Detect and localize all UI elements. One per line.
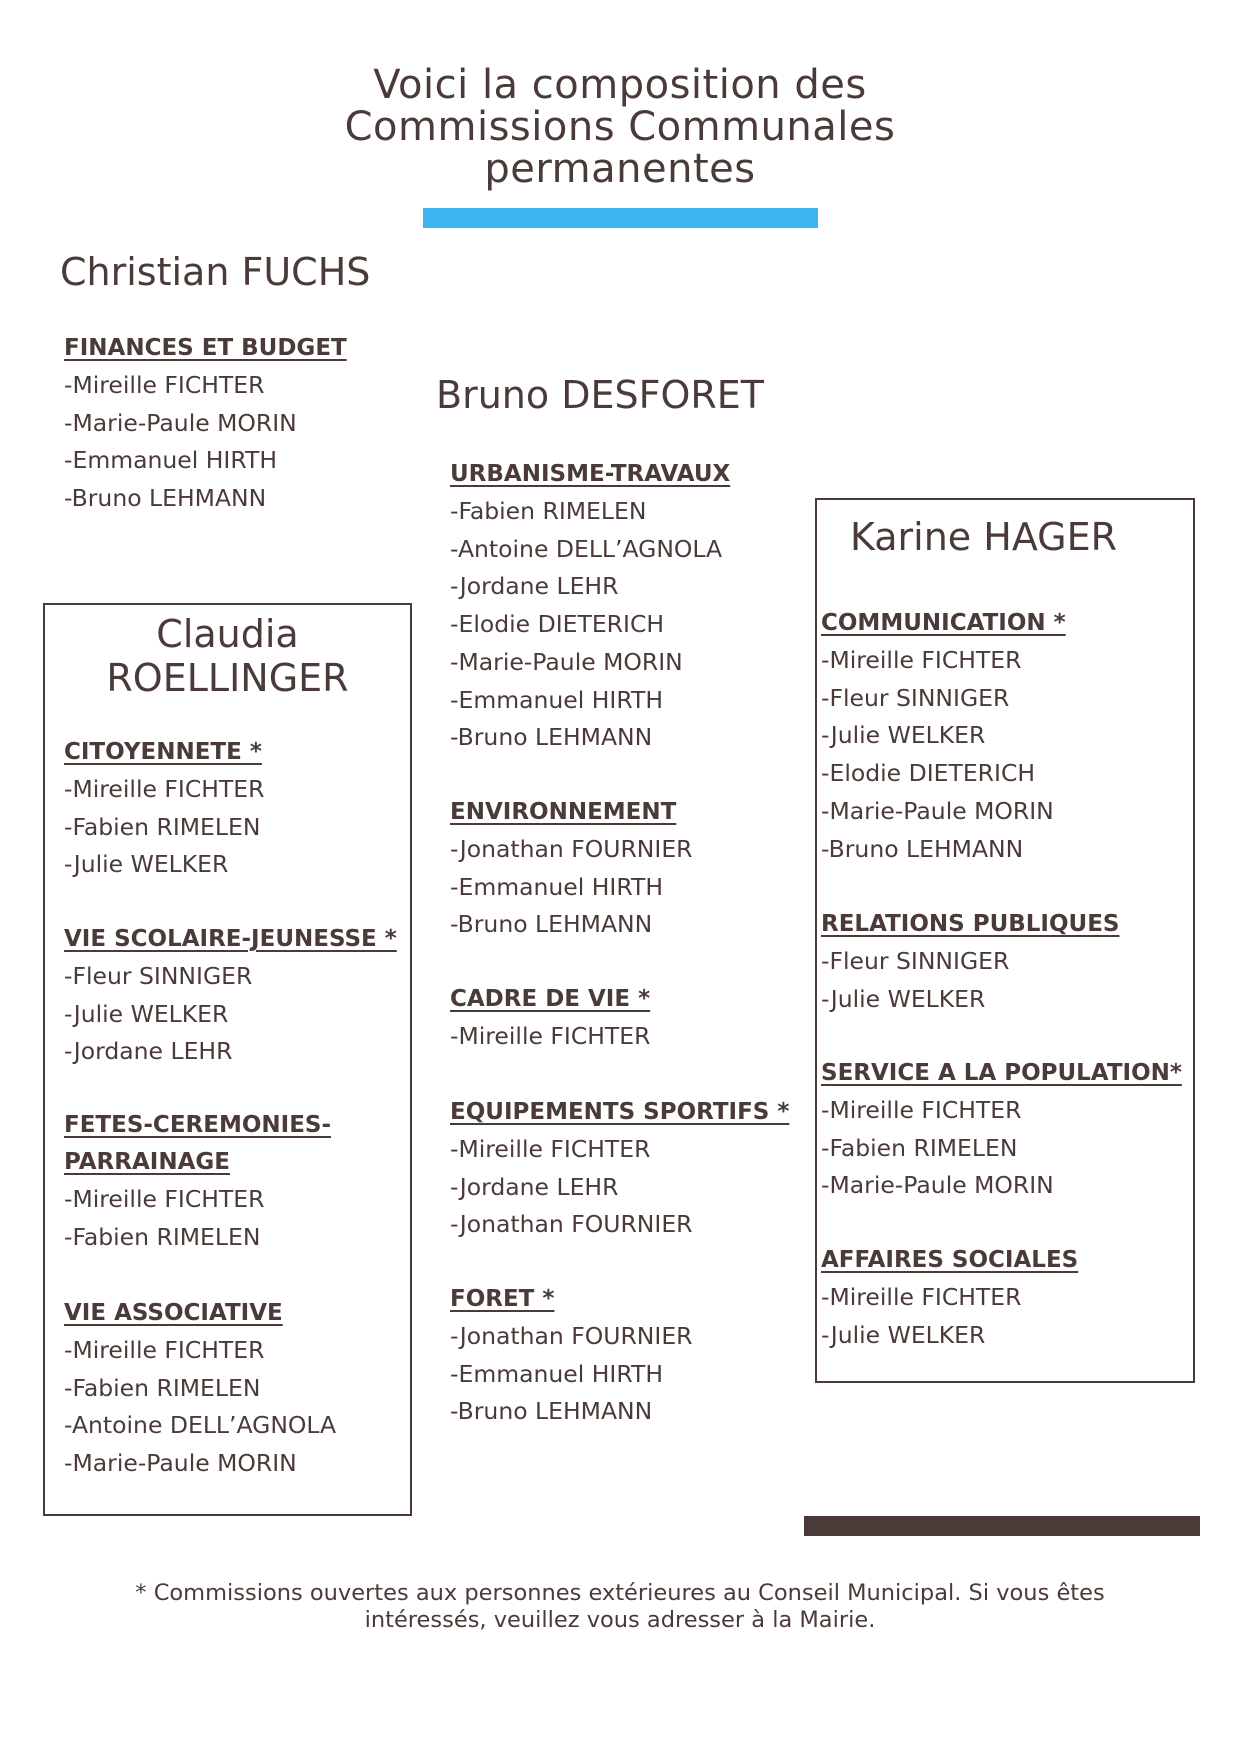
member: -Fleur SINNIGER bbox=[821, 947, 1010, 975]
member: -Fabien RIMELEN bbox=[64, 812, 261, 841]
person-bruno-desforet: Bruno DESFORET bbox=[436, 373, 764, 417]
member: -Antoine DELL’AGNOLA bbox=[450, 534, 723, 563]
page-title bbox=[300, 64, 940, 190]
commission-finances bbox=[64, 330, 347, 518]
commission-affaires-sociales bbox=[821, 1242, 1078, 1354]
commission-title: SERVICE A LA POPULATION* bbox=[821, 1060, 1182, 1086]
commission-environnement bbox=[450, 794, 693, 944]
commission-title: FINANCES ET BUDGET bbox=[64, 335, 347, 361]
member: -Mireille FICHTER bbox=[64, 775, 265, 803]
commission-title-line-2: PARRAINAGE bbox=[64, 1149, 230, 1175]
member: -Emmanuel HIRTH bbox=[64, 446, 278, 475]
member: -Mireille FICHTER bbox=[450, 1135, 651, 1163]
commission-relations-publiques bbox=[821, 906, 1120, 1018]
footnote bbox=[80, 1580, 1160, 1634]
commission-equipements bbox=[450, 1094, 789, 1244]
member: -Emmanuel HIRTH bbox=[450, 685, 664, 714]
page-title-line-1: Voici la composition des bbox=[373, 62, 867, 108]
member: -Jordane LEHR bbox=[64, 1037, 233, 1066]
member: -Jonathan FOURNIER bbox=[450, 1322, 693, 1350]
commission-foret bbox=[450, 1281, 693, 1431]
person-christian-fuchs: Christian FUCHS bbox=[60, 250, 371, 294]
commission-vie-scolaire bbox=[64, 921, 397, 1071]
commission-title: AFFAIRES SOCIALES bbox=[821, 1247, 1079, 1273]
page-title-line-2: Commissions Communales bbox=[344, 104, 896, 150]
member: -Marie-Paule MORIN bbox=[821, 796, 1054, 825]
commission-title: FORET * bbox=[450, 1286, 555, 1312]
commission-cadre-de-vie bbox=[450, 981, 650, 1056]
person-karine-hager: Karine HAGER bbox=[850, 515, 1118, 559]
commission-citoyennete bbox=[64, 734, 264, 884]
member: -Marie-Paule MORIN bbox=[64, 1449, 297, 1478]
member: -Julie WELKER bbox=[821, 721, 986, 750]
footnote-line-1: * Commissions ouvertes aux personnes extérieures au Conseil Municipal. Si vous êtes bbox=[135, 1580, 1105, 1606]
commission-fetes bbox=[64, 1107, 331, 1256]
title-underline-bar bbox=[423, 208, 818, 228]
commission-title: EQUIPEMENTS SPORTIFS * bbox=[450, 1099, 790, 1125]
member: -Julie WELKER bbox=[64, 999, 229, 1028]
member: -Bruno LEHMANN bbox=[450, 910, 653, 939]
member: -Jonathan FOURNIER bbox=[450, 1210, 693, 1239]
member: -Jonathan FOURNIER bbox=[450, 835, 693, 863]
member: -Fabien RIMELEN bbox=[64, 1373, 261, 1402]
commission-title: VIE ASSOCIATIVE bbox=[64, 1300, 283, 1326]
member: -Julie WELKER bbox=[64, 850, 229, 879]
commission-communication bbox=[821, 605, 1066, 868]
member: -Fleur SINNIGER bbox=[821, 683, 1010, 712]
commission-title: VIE SCOLAIRE-JEUNESSE * bbox=[64, 926, 397, 952]
commission-title: CITOYENNETE * bbox=[64, 739, 262, 765]
member: -Julie WELKER bbox=[821, 984, 986, 1013]
person-last-name: ROELLINGER bbox=[106, 656, 349, 700]
member: -Julie WELKER bbox=[821, 1320, 986, 1349]
member: -Fabien RIMELEN bbox=[64, 1222, 261, 1251]
member: -Elodie DIETERICH bbox=[450, 610, 665, 639]
commission-urbanisme bbox=[450, 456, 730, 757]
commission-service-population bbox=[821, 1055, 1182, 1205]
member: -Fabien RIMELEN bbox=[821, 1133, 1018, 1162]
member: -Mireille FICHTER bbox=[450, 1022, 651, 1050]
decorative-bar bbox=[804, 1516, 1200, 1536]
page-title-line-3: permanentes bbox=[484, 146, 756, 192]
member: -Mireille FICHTER bbox=[821, 1283, 1022, 1311]
commission-vie-associative bbox=[64, 1295, 336, 1483]
member: -Marie-Paule MORIN bbox=[821, 1171, 1054, 1200]
commission-title: CADRE DE VIE * bbox=[450, 986, 651, 1012]
member: -Mireille FICHTER bbox=[64, 371, 265, 399]
member: -Bruno LEHMANN bbox=[821, 834, 1024, 863]
commission-title: URBANISME-TRAVAUX bbox=[450, 461, 731, 487]
footnote-line-2: intéressés, veuillez vous adresser à la Mairie. bbox=[364, 1607, 876, 1633]
member: -Marie-Paule MORIN bbox=[64, 408, 297, 437]
member: -Mireille FICHTER bbox=[821, 1096, 1022, 1124]
commission-title: RELATIONS PUBLIQUES bbox=[821, 911, 1120, 937]
member: -Emmanuel HIRTH bbox=[450, 1359, 664, 1388]
member: -Antoine DELL’AGNOLA bbox=[64, 1411, 337, 1440]
commission-title: COMMUNICATION * bbox=[821, 610, 1066, 636]
member: -Mireille FICHTER bbox=[64, 1185, 265, 1213]
member: -Fabien RIMELEN bbox=[450, 497, 647, 525]
member: -Emmanuel HIRTH bbox=[450, 872, 664, 901]
person-claudia-roellinger bbox=[45, 612, 410, 700]
person-first-name: Claudia bbox=[156, 612, 299, 656]
member: -Mireille FICHTER bbox=[821, 646, 1022, 674]
member: -Bruno LEHMANN bbox=[450, 723, 653, 752]
member: -Elodie DIETERICH bbox=[821, 759, 1036, 788]
member: -Marie-Paule MORIN bbox=[450, 647, 683, 676]
member: -Bruno LEHMANN bbox=[64, 484, 267, 513]
member: -Bruno LEHMANN bbox=[450, 1397, 653, 1426]
member: -Jordane LEHR bbox=[450, 572, 619, 601]
member: -Jordane LEHR bbox=[450, 1172, 619, 1201]
commission-title-line-1: FETES-CEREMONIES- bbox=[64, 1112, 332, 1138]
commission-title: ENVIRONNEMENT bbox=[450, 799, 677, 825]
member: -Fleur SINNIGER bbox=[64, 962, 253, 990]
member: -Mireille FICHTER bbox=[64, 1336, 265, 1364]
